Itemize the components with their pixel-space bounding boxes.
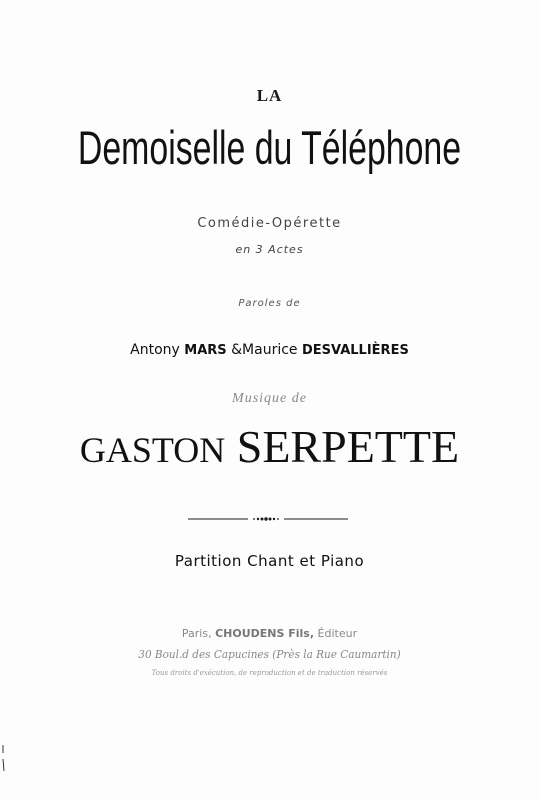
music-label: Musique de	[232, 391, 307, 406]
rights-notice: Tous droits d'exécution, de reproduction et de traduction réservés	[151, 669, 388, 677]
author1-first-name: Antony	[130, 342, 180, 358]
author2-last-name: DESVALLIÈRES	[302, 343, 409, 358]
composer-name	[0, 420, 539, 473]
title-article: LA	[256, 86, 283, 105]
publisher-role: Éditeur	[317, 627, 358, 640]
score-type: Partition Chant et Piano	[174, 552, 365, 570]
author2-first-name: Maurice	[242, 342, 298, 358]
librettists	[0, 342, 539, 358]
publisher-name: CHOUDENS Fils,	[215, 627, 315, 640]
publisher-city: Paris,	[181, 627, 212, 640]
composer-last-name: SERPETTE	[236, 421, 460, 472]
composer-first-name: GASTON	[79, 430, 226, 470]
acts-count: en 3 Actes	[235, 243, 304, 256]
publisher-address: 30 Boul.d des Capucines (Près la Rue Caumartin)	[138, 648, 401, 661]
ornamental-divider	[188, 517, 348, 521]
lyrics-label: Paroles de	[238, 298, 301, 309]
page-edge-mark	[1, 745, 5, 773]
operetta-title: Demoiselle du Téléphone	[77, 121, 462, 174]
author1-last-name: MARS	[184, 343, 227, 358]
genre-subtitle: Comédie-Opérette	[197, 216, 342, 231]
ampersand: &	[231, 342, 243, 358]
publisher-line	[0, 627, 539, 640]
